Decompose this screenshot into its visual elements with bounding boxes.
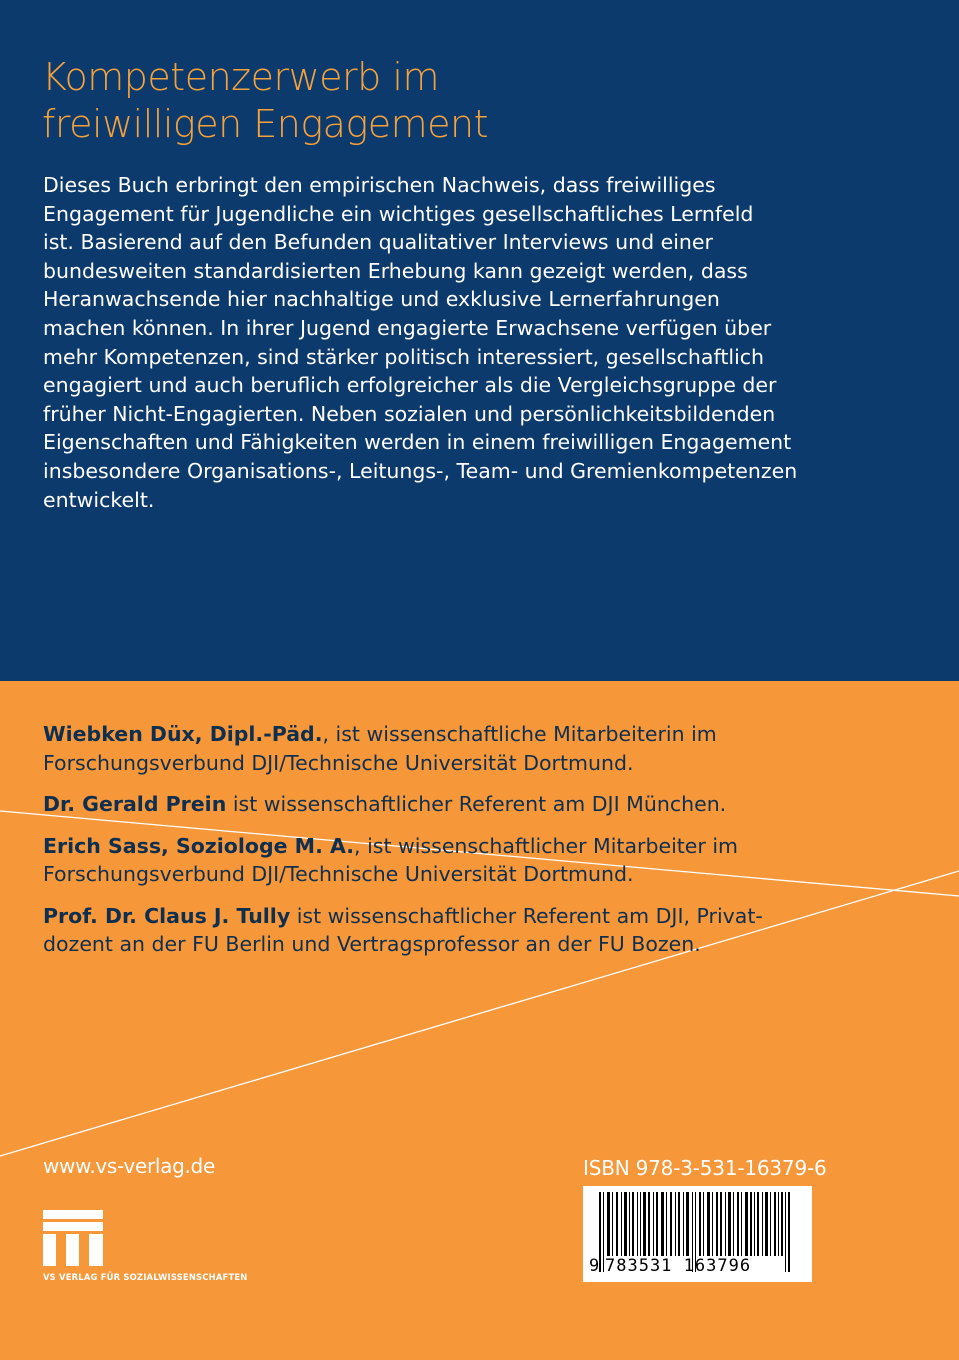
author-bio: Forschungsverbund DJI/Technische Universität Dortmund. <box>43 862 634 886</box>
author-list <box>43 720 923 972</box>
description-line: bundesweiten standardisierten Erhebung kann gezeigt werden, dass <box>43 258 748 283</box>
author-name: Wiebken Düx, Dipl.-Päd. <box>43 722 323 746</box>
description-line: früher Nicht-Engagierten. Neben sozialen und persönlichkeitsbildenden <box>43 401 776 426</box>
description-line: insbesondere Organisations-, Leitungs-, Team- und Gremienkompetenzen <box>43 458 798 483</box>
description-line: entwickelt. <box>43 487 155 512</box>
author-entry <box>43 902 923 959</box>
barcode-digits: 783531 163796 <box>605 1256 752 1276</box>
book-description <box>43 171 923 514</box>
description-line: Heranwachsende hier nachhaltige und exklusive Lernerfahrungen <box>43 287 720 312</box>
isbn-number: ISBN 978-3-531-16379-6 <box>583 1156 827 1180</box>
description-line: engagiert und auch beruflich erfolgreicher als die Vergleichsgruppe der <box>43 373 777 398</box>
barcode-first-digit: 9 <box>589 1256 601 1276</box>
author-bio: ist wissenschaftlicher Referent am DJI, Privat- <box>290 903 763 928</box>
title-line-1: Kompetenzerwerb im <box>42 55 439 99</box>
description-line: mehr Kompetenzen, sind stärker politisch interessiert, gesellschaftlich <box>43 344 765 369</box>
description-line: Dieses Buch erbringt den empirischen Nachweis, dass freiwilliges <box>43 173 716 197</box>
author-bio: Forschungsverbund DJI/Technische Universität Dortmund. <box>43 750 634 775</box>
description-line: Eigenschaften und Fähigkeiten werden in einem freiwilligen Engagement <box>43 430 792 455</box>
author-bio: , ist wissenschaftlicher Mitarbeiter im <box>354 833 739 858</box>
author-name: Prof. Dr. Claus J. Tully <box>43 903 291 928</box>
author-entry <box>43 720 923 777</box>
author-bio: ist wissenschaftlicher Referent am DJI München. <box>226 792 727 816</box>
author-entry <box>43 832 923 889</box>
barcode-number <box>583 1256 812 1280</box>
barcode <box>583 1186 812 1282</box>
description-line: Engagement für Jugendliche ein wichtiges gesellschaftliches Lernfeld <box>43 201 754 226</box>
author-entry <box>43 790 923 819</box>
author-name: Dr. Gerald Prein <box>43 792 227 816</box>
description-line: ist. Basierend auf den Befunden qualitativer Interviews und einer <box>43 230 713 255</box>
author-bio: , ist wissenschaftliche Mitarbeiterin im <box>322 722 717 746</box>
author-name: Erich Sass, Soziologe M. A. <box>43 833 355 858</box>
publisher-website: www.vs-verlag.de <box>43 1154 215 1178</box>
description-line: machen können. In ihrer Jugend engagierte Erwachsene verfügen über <box>43 315 772 340</box>
publisher-logo-text: VS VERLAG FÜR SOZIALWISSENSCHAFTEN <box>43 1272 248 1282</box>
title-line-2: freiwilligen Engagement <box>42 102 489 146</box>
book-title <box>42 54 902 148</box>
author-bio: dozent an der FU Berlin und Vertragsprofessor an der FU Bozen. <box>43 932 701 956</box>
